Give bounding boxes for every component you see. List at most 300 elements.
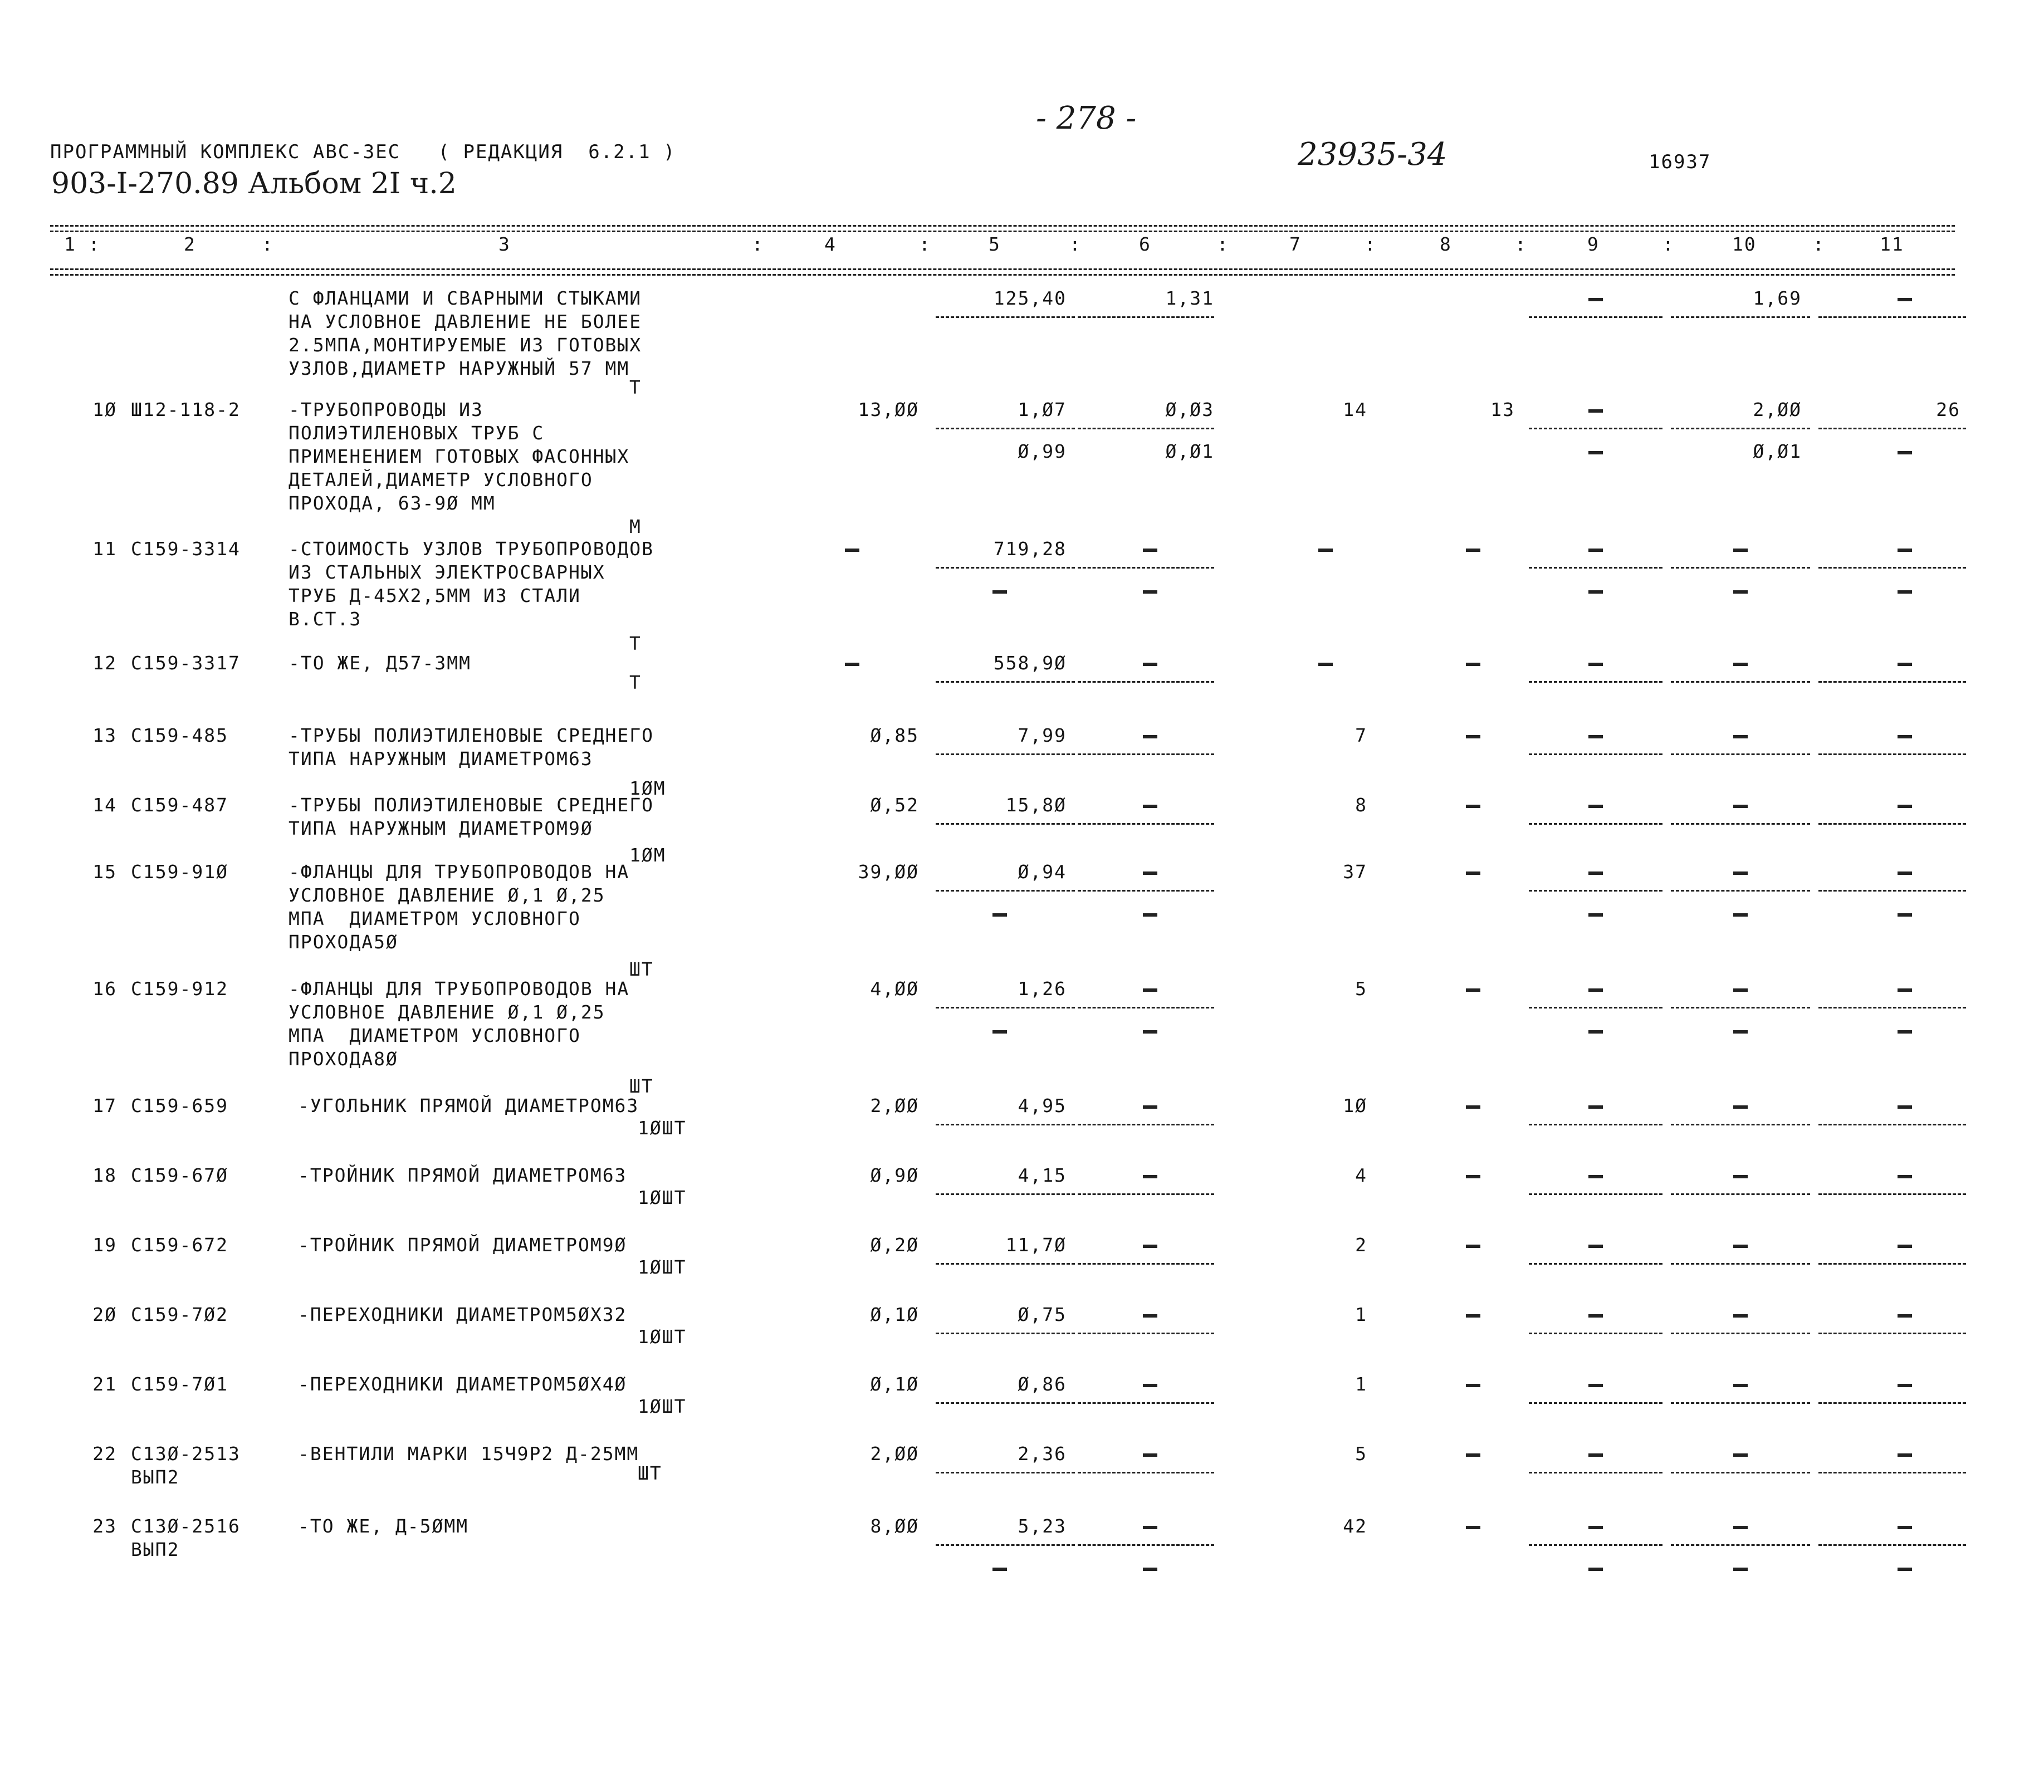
fraction-rule bbox=[1818, 316, 1966, 318]
row-number: 22 bbox=[92, 1443, 117, 1465]
cell-col5: Ø,86 bbox=[1018, 1373, 1067, 1395]
fraction-rule bbox=[1671, 428, 1810, 429]
cell-col11-dash bbox=[1898, 871, 1912, 875]
cell-col10-dash bbox=[1733, 1384, 1748, 1387]
fraction-rule bbox=[1078, 1007, 1214, 1008]
cell-col9-dash bbox=[1588, 1453, 1603, 1457]
fraction-rule bbox=[1818, 1193, 1966, 1195]
row-code: С159-912 bbox=[131, 978, 228, 1000]
row-unit: ШТ bbox=[629, 958, 654, 980]
row-unit: Т bbox=[629, 633, 642, 654]
cell-col11-dash bbox=[1898, 1526, 1912, 1529]
cell-col10: 2,ØØ bbox=[1753, 399, 1802, 420]
fraction-rule bbox=[1818, 890, 1966, 892]
cell-col8-dash bbox=[1466, 663, 1480, 666]
row-code: С13Ø-2516 ВЫП2 bbox=[131, 1515, 241, 1560]
fraction-rule bbox=[936, 890, 1075, 892]
cell-col10-lower: Ø,Ø1 bbox=[1753, 440, 1802, 462]
column-separator: : bbox=[1813, 233, 1825, 255]
row-code: С159-67Ø bbox=[131, 1164, 228, 1186]
row-number: 11 bbox=[92, 538, 117, 560]
fraction-rule bbox=[1671, 567, 1810, 569]
row-number: 17 bbox=[92, 1095, 117, 1117]
cell-col7: 42 bbox=[1343, 1515, 1367, 1537]
cell-col9-dash bbox=[1588, 1105, 1603, 1109]
cell-col11-dash bbox=[1898, 1245, 1912, 1248]
fraction-rule bbox=[1529, 823, 1662, 825]
fraction-rule bbox=[936, 316, 1075, 318]
fraction-rule bbox=[1671, 1193, 1810, 1195]
column-separator: : bbox=[262, 233, 274, 255]
cell-col5: 15,8Ø bbox=[1005, 794, 1067, 816]
cell-col7-dash bbox=[1318, 549, 1333, 552]
fraction-rule bbox=[936, 1124, 1075, 1125]
row-unit: ШТ bbox=[629, 1075, 654, 1097]
cell-col4: 2,ØØ bbox=[870, 1443, 919, 1465]
fraction-rule bbox=[1529, 1263, 1662, 1265]
row-description: -ВЕНТИЛИ МАРКИ 15Ч9Р2 Д-25ММ bbox=[298, 1443, 639, 1465]
row-code: С159-672 bbox=[131, 1234, 228, 1256]
column-separator: : bbox=[919, 233, 931, 255]
fraction-rule bbox=[1818, 567, 1966, 569]
column-header-7: 7 bbox=[1289, 233, 1302, 255]
cell-col10-dash bbox=[1733, 1175, 1748, 1178]
program-line: ПРОГРАММНЫЙ КОМПЛЕКС АВС-ЗЕС ( РЕДАКЦИЯ 6.2.1 ) bbox=[50, 141, 676, 163]
cell-col6-lower-dash bbox=[1143, 590, 1157, 594]
cell-col8-dash bbox=[1466, 1314, 1480, 1318]
fraction-rule bbox=[1818, 1124, 1966, 1125]
fraction-rule bbox=[936, 681, 1075, 683]
album-line: 903-I-270.89 Альбом 2I ч.2 bbox=[51, 167, 457, 200]
fraction-rule bbox=[1529, 753, 1662, 755]
cell-col8-dash bbox=[1466, 735, 1480, 738]
cell-col10-lower-dash bbox=[1733, 913, 1748, 917]
cell-col5: 7,99 bbox=[1018, 724, 1067, 746]
cell-col10-lower-dash bbox=[1733, 1030, 1748, 1034]
cell-col7: 1Ø bbox=[1343, 1095, 1367, 1117]
cell-col6-dash bbox=[1143, 549, 1157, 552]
cell-col4: Ø,2Ø bbox=[870, 1234, 919, 1256]
cell-col4: Ø,52 bbox=[870, 794, 919, 816]
fraction-rule bbox=[1671, 681, 1810, 683]
cell-col6-lower: Ø,Ø1 bbox=[1165, 440, 1214, 462]
cell-col4: 13,ØØ bbox=[858, 399, 919, 420]
fraction-rule bbox=[1529, 1124, 1662, 1125]
cell-col11-dash bbox=[1898, 298, 1912, 301]
row-code: С159-485 bbox=[131, 724, 228, 746]
row-description: С ФЛАНЦАМИ И СВАРНЫМИ СТЫКАМИ НА УСЛОВНОЕ ДАВЛЕНИЕ НЕ БОЛЕЕ 2.5МПА,МОНТИРУЕМЫЕ ИЗ ГОТОВЫХ УЗЛОВ,ДИАМЕТР НАРУЖНЫЙ 57 ММ bbox=[288, 287, 642, 379]
cell-col11-lower-dash bbox=[1898, 1030, 1912, 1034]
fraction-rule bbox=[1529, 428, 1662, 429]
row-description: -ТРОЙНИК ПРЯМОЙ ДИАМЕТРОМ63 bbox=[298, 1164, 627, 1186]
fraction-rule bbox=[1818, 823, 1966, 825]
row-number: 21 bbox=[92, 1373, 117, 1395]
cell-col9-lower-dash bbox=[1588, 451, 1603, 454]
cell-col9-dash bbox=[1588, 1526, 1603, 1529]
fraction-rule bbox=[1818, 1402, 1966, 1404]
cell-col9-dash bbox=[1588, 805, 1603, 808]
fraction-rule bbox=[1078, 1263, 1214, 1265]
cell-col9-dash bbox=[1588, 298, 1603, 301]
cell-col11-dash bbox=[1898, 549, 1912, 552]
cell-col6-lower-dash bbox=[1143, 1568, 1157, 1571]
page-number: - 278 - bbox=[1036, 100, 1137, 136]
cell-col6-lower-dash bbox=[1143, 913, 1157, 917]
cell-col6-dash bbox=[1143, 805, 1157, 808]
cell-col5-lower: Ø,99 bbox=[1018, 440, 1067, 462]
cell-col5-lower-dash bbox=[992, 590, 1007, 594]
cell-col6-dash bbox=[1143, 1453, 1157, 1457]
fraction-rule bbox=[936, 428, 1075, 429]
cell-col7: 4 bbox=[1355, 1164, 1367, 1186]
row-unit: М bbox=[629, 516, 642, 537]
row-unit: Т bbox=[629, 672, 642, 693]
column-header-8: 8 bbox=[1440, 233, 1452, 255]
row-code: С159-91Ø bbox=[131, 861, 228, 883]
fraction-rule bbox=[1078, 1333, 1214, 1334]
cell-col9-dash bbox=[1588, 1175, 1603, 1178]
cell-col4: 4,ØØ bbox=[870, 978, 919, 1000]
fraction-rule bbox=[1078, 428, 1214, 429]
cell-col10-dash bbox=[1733, 1105, 1748, 1109]
cell-col11-dash bbox=[1898, 663, 1912, 666]
row-code: С159-7Ø2 bbox=[131, 1304, 228, 1325]
row-unit: ШТ bbox=[638, 1462, 662, 1484]
cell-col9-dash bbox=[1588, 409, 1603, 413]
row-description: -ТРУБОПРОВОДЫ ИЗ ПОЛИЭТИЛЕНОВЫХ ТРУБ С ПРИМЕНЕНИЕМ ГОТОВЫХ ФАСОННЫХ ДЕТАЛЕЙ,ДИАМЕТР УСЛОВНОГО ПРОХОДА, 63-9Ø ММ bbox=[288, 399, 630, 514]
fraction-rule bbox=[1671, 1263, 1810, 1265]
fraction-rule bbox=[1078, 316, 1214, 318]
fraction-rule bbox=[1529, 1402, 1662, 1404]
fraction-rule bbox=[1818, 1544, 1966, 1546]
cell-col8-dash bbox=[1466, 1453, 1480, 1457]
header-rule-bottom bbox=[50, 268, 1955, 270]
cell-col6-lower-dash bbox=[1143, 1030, 1157, 1034]
row-description: -ТРОЙНИК ПРЯМОЙ ДИАМЕТРОМ9Ø bbox=[298, 1234, 627, 1256]
cell-col10-dash bbox=[1733, 1314, 1748, 1318]
column-header-9: 9 bbox=[1587, 233, 1600, 255]
cell-col8-dash bbox=[1466, 549, 1480, 552]
cell-col10-lower-dash bbox=[1733, 1568, 1748, 1571]
row-number: 15 bbox=[92, 861, 117, 883]
cell-col11-lower-dash bbox=[1898, 451, 1912, 454]
cell-col5-lower-dash bbox=[992, 913, 1007, 917]
cell-col8-dash bbox=[1466, 1105, 1480, 1109]
cell-col4: 8,ØØ bbox=[870, 1515, 919, 1537]
row-code: С159-659 bbox=[131, 1095, 228, 1117]
cell-col10-dash bbox=[1733, 1245, 1748, 1248]
row-unit: 1ØШТ bbox=[638, 1187, 687, 1208]
cell-col6-dash bbox=[1143, 988, 1157, 992]
fraction-rule bbox=[1529, 1544, 1662, 1546]
cell-col5: 4,95 bbox=[1018, 1095, 1067, 1117]
row-code: С159-487 bbox=[131, 794, 228, 816]
cell-col7: 5 bbox=[1355, 978, 1367, 1000]
cell-col10-dash bbox=[1733, 735, 1748, 738]
cell-col11-lower-dash bbox=[1898, 913, 1912, 917]
cell-col4: Ø,1Ø bbox=[870, 1304, 919, 1325]
fraction-rule bbox=[1078, 681, 1214, 683]
row-number: 19 bbox=[92, 1234, 117, 1256]
cell-col9-lower-dash bbox=[1588, 590, 1603, 594]
cell-col9-dash bbox=[1588, 1384, 1603, 1387]
header-rule-bottom-2 bbox=[50, 274, 1955, 276]
cell-col6-dash bbox=[1143, 1526, 1157, 1529]
cell-col7: 5 bbox=[1355, 1443, 1367, 1465]
fraction-rule bbox=[1671, 1544, 1810, 1546]
cell-col6-dash bbox=[1143, 735, 1157, 738]
cell-col4: 39,ØØ bbox=[858, 861, 919, 883]
cell-col9-dash bbox=[1588, 1245, 1603, 1248]
fraction-rule bbox=[1078, 1124, 1214, 1125]
fraction-rule bbox=[1671, 823, 1810, 825]
cell-col6-dash bbox=[1143, 1105, 1157, 1109]
fraction-rule bbox=[936, 753, 1075, 755]
column-header-3: 3 bbox=[498, 233, 511, 255]
row-unit: 1ØМ bbox=[629, 844, 666, 866]
column-header-10: 10 bbox=[1732, 233, 1757, 255]
fraction-rule bbox=[1078, 1472, 1214, 1473]
column-header-5: 5 bbox=[989, 233, 1001, 255]
fraction-rule bbox=[1529, 890, 1662, 892]
cell-col9-lower-dash bbox=[1588, 1030, 1603, 1034]
cell-col7: 37 bbox=[1343, 861, 1367, 883]
column-header-6: 6 bbox=[1139, 233, 1151, 255]
fraction-rule bbox=[936, 1193, 1075, 1195]
fraction-rule bbox=[1671, 1124, 1810, 1125]
cell-col8-dash bbox=[1466, 1384, 1480, 1387]
column-separator: : bbox=[1217, 233, 1229, 255]
cell-col11-dash bbox=[1898, 1105, 1912, 1109]
fraction-rule bbox=[1529, 1472, 1662, 1473]
fraction-rule bbox=[1671, 1007, 1810, 1008]
fraction-rule bbox=[1818, 753, 1966, 755]
cell-col7: 8 bbox=[1355, 794, 1367, 816]
cell-col4: Ø,1Ø bbox=[870, 1373, 919, 1395]
column-separator: : bbox=[752, 233, 764, 255]
column-separator: : bbox=[1365, 233, 1377, 255]
cell-col10-dash bbox=[1733, 1453, 1748, 1457]
fraction-rule bbox=[1078, 1544, 1214, 1546]
cell-col10: 1,69 bbox=[1753, 287, 1802, 309]
cell-col8-dash bbox=[1466, 871, 1480, 875]
fraction-rule bbox=[936, 1263, 1075, 1265]
cell-col9-dash bbox=[1588, 549, 1603, 552]
fraction-rule bbox=[1529, 1193, 1662, 1195]
row-number: 2Ø bbox=[92, 1304, 117, 1325]
cell-col8-dash bbox=[1466, 1175, 1480, 1178]
cell-col5: 1,26 bbox=[1018, 978, 1067, 1000]
cell-col4-dash bbox=[845, 663, 859, 666]
cell-col5: 5,23 bbox=[1018, 1515, 1067, 1537]
cell-col10-dash bbox=[1733, 549, 1748, 552]
row-description: -ПЕРЕХОДНИКИ ДИАМЕТРОМ5ØХ32 bbox=[298, 1304, 627, 1325]
document-number: 23935-34 bbox=[1298, 136, 1448, 173]
cell-col9-dash bbox=[1588, 871, 1603, 875]
row-unit: 1ØШТ bbox=[638, 1326, 687, 1348]
cell-col7: 1 bbox=[1355, 1304, 1367, 1325]
cell-col10-dash bbox=[1733, 871, 1748, 875]
fraction-rule bbox=[1671, 1333, 1810, 1334]
fraction-rule bbox=[936, 1333, 1075, 1334]
fraction-rule bbox=[1818, 1472, 1966, 1473]
cell-col8-dash bbox=[1466, 988, 1480, 992]
fraction-rule bbox=[1529, 567, 1662, 569]
fraction-rule bbox=[1671, 1402, 1810, 1404]
fraction-rule bbox=[1671, 890, 1810, 892]
cell-col11-lower-dash bbox=[1898, 590, 1912, 594]
cell-col6-dash bbox=[1143, 1384, 1157, 1387]
fraction-rule bbox=[1818, 1263, 1966, 1265]
row-unit: 1ØШТ bbox=[638, 1396, 687, 1417]
cell-col7: 2 bbox=[1355, 1234, 1367, 1256]
fraction-rule bbox=[1078, 823, 1214, 825]
row-description: -ТО ЖЕ, Д57-3ММ bbox=[288, 652, 472, 674]
column-header-2: 2 bbox=[184, 233, 196, 255]
column-header-11: 11 bbox=[1880, 233, 1904, 255]
cell-col9-lower-dash bbox=[1588, 913, 1603, 917]
cell-col11-dash bbox=[1898, 1175, 1912, 1178]
document-code: 16937 bbox=[1649, 151, 1712, 173]
cell-col10-lower-dash bbox=[1733, 590, 1748, 594]
row-number: 1Ø bbox=[92, 399, 117, 420]
cell-col8-dash bbox=[1466, 1245, 1480, 1248]
cell-col5: 558,9Ø bbox=[993, 652, 1067, 674]
cell-col11-dash bbox=[1898, 1384, 1912, 1387]
cell-col11-dash bbox=[1898, 1453, 1912, 1457]
fraction-rule bbox=[1078, 890, 1214, 892]
cell-col5: 4,15 bbox=[1018, 1164, 1067, 1186]
cell-col9-dash bbox=[1588, 988, 1603, 992]
cell-col11-dash bbox=[1898, 735, 1912, 738]
cell-col5-lower-dash bbox=[992, 1030, 1007, 1034]
fraction-rule bbox=[1818, 1333, 1966, 1334]
cell-col5: 125,40 bbox=[993, 287, 1067, 309]
fraction-rule bbox=[936, 1007, 1075, 1008]
cell-col9-dash bbox=[1588, 663, 1603, 666]
cell-col8-dash bbox=[1466, 805, 1480, 808]
cell-col7: 14 bbox=[1343, 399, 1367, 420]
cell-col5: 2,36 bbox=[1018, 1443, 1067, 1465]
fraction-rule bbox=[1529, 1333, 1662, 1334]
cell-col6-dash bbox=[1143, 1175, 1157, 1178]
fraction-rule bbox=[1078, 753, 1214, 755]
cell-col6-dash bbox=[1143, 1245, 1157, 1248]
cell-col9-dash bbox=[1588, 735, 1603, 738]
cell-col7-dash bbox=[1318, 663, 1333, 666]
row-number: 12 bbox=[92, 652, 117, 674]
cell-col4: 2,ØØ bbox=[870, 1095, 919, 1117]
row-description: -УГОЛЬНИК ПРЯМОЙ ДИАМЕТРОМ63 bbox=[298, 1095, 639, 1117]
cell-col5: Ø,75 bbox=[1018, 1304, 1067, 1325]
fraction-rule bbox=[1671, 1472, 1810, 1473]
row-code: С159-7Ø1 bbox=[131, 1373, 228, 1395]
cell-col9-dash bbox=[1588, 1314, 1603, 1318]
cell-col8: 13 bbox=[1490, 399, 1515, 420]
cell-col11-dash bbox=[1898, 988, 1912, 992]
fraction-rule bbox=[936, 823, 1075, 825]
row-number: 14 bbox=[92, 794, 117, 816]
row-description: -ТРУБЫ ПОЛИЭТИЛЕНОВЫЕ СРЕДНЕГО ТИПА НАРУЖНЫМ ДИАМЕТРОМ9Ø bbox=[288, 794, 654, 839]
fraction-rule bbox=[1529, 316, 1662, 318]
cell-col5: 1,Ø7 bbox=[1018, 399, 1067, 420]
fraction-rule bbox=[1671, 316, 1810, 318]
cell-col4: Ø,9Ø bbox=[870, 1164, 919, 1186]
cell-col6: 1,31 bbox=[1165, 287, 1214, 309]
cell-col4-dash bbox=[845, 549, 859, 552]
cell-col5: 11,7Ø bbox=[1005, 1234, 1067, 1256]
cell-col11: 26 bbox=[1936, 399, 1960, 420]
row-description: -ФЛАНЦЫ ДЛЯ ТРУБОПРОВОДОВ НА УСЛОВНОЕ ДАВЛЕНИЕ Ø,1 Ø,25 МПА ДИАМЕТРОМ УСЛОВНОГО ПРОХОДА5Ø bbox=[288, 861, 630, 953]
row-number: 23 bbox=[92, 1515, 117, 1537]
row-description: -ФЛАНЦЫ ДЛЯ ТРУБОПРОВОДОВ НА УСЛОВНОЕ ДАВЛЕНИЕ Ø,1 Ø,25 МПА ДИАМЕТРОМ УСЛОВНОГО ПРОХОДА8Ø bbox=[288, 978, 630, 1070]
cell-col10-dash bbox=[1733, 663, 1748, 666]
column-separator: : bbox=[1662, 233, 1675, 255]
column-separator: : bbox=[1069, 233, 1082, 255]
cell-col7: 7 bbox=[1355, 724, 1367, 746]
row-number: 16 bbox=[92, 978, 117, 1000]
cell-col11-lower-dash bbox=[1898, 1568, 1912, 1571]
cell-col6-dash bbox=[1143, 1314, 1157, 1318]
row-description: -ПЕРЕХОДНИКИ ДИАМЕТРОМ5ØХ4Ø bbox=[298, 1373, 627, 1395]
cell-col6-dash bbox=[1143, 871, 1157, 875]
fraction-rule bbox=[936, 1472, 1075, 1473]
row-unit: 1ØМ bbox=[629, 777, 666, 799]
fraction-rule bbox=[1818, 428, 1966, 429]
fraction-rule bbox=[1529, 1007, 1662, 1008]
row-number: 18 bbox=[92, 1164, 117, 1186]
cell-col10-dash bbox=[1733, 805, 1748, 808]
cell-col7: 1 bbox=[1355, 1373, 1367, 1395]
header-rule-top bbox=[50, 225, 1955, 227]
fraction-rule bbox=[1529, 681, 1662, 683]
cell-col5-lower-dash bbox=[992, 1568, 1007, 1571]
fraction-rule bbox=[936, 1544, 1075, 1546]
fraction-rule bbox=[936, 567, 1075, 569]
row-code: Ш12-118-2 bbox=[131, 399, 241, 420]
column-separator: : bbox=[1515, 233, 1527, 255]
row-number: 13 bbox=[92, 724, 117, 746]
cell-col5: 719,28 bbox=[993, 538, 1067, 560]
fraction-rule bbox=[1078, 1402, 1214, 1404]
cell-col9-lower-dash bbox=[1588, 1568, 1603, 1571]
cell-col6-dash bbox=[1143, 663, 1157, 666]
fraction-rule bbox=[1671, 753, 1810, 755]
row-unit: Т bbox=[629, 376, 642, 398]
row-description: -СТОИМОСТЬ УЗЛОВ ТРУБОПРОВОДОВ ИЗ СТАЛЬНЫХ ЭЛЕКТРОСВАРНЫХ ТРУБ Д-45Х2,5ММ ИЗ СТАЛИ В.СТ.3 bbox=[288, 538, 654, 630]
fraction-rule bbox=[1078, 1193, 1214, 1195]
fraction-rule bbox=[936, 1402, 1075, 1404]
fraction-rule bbox=[1818, 681, 1966, 683]
row-description: -ТО ЖЕ, Д-5ØММ bbox=[298, 1515, 469, 1537]
cell-col11-dash bbox=[1898, 1314, 1912, 1318]
cell-col6: Ø,Ø3 bbox=[1165, 399, 1214, 420]
row-code: С13Ø-2513 ВЫП2 bbox=[131, 1443, 241, 1488]
cell-col10-dash bbox=[1733, 1526, 1748, 1529]
row-unit: 1ØШТ bbox=[638, 1117, 687, 1139]
cell-col8-dash bbox=[1466, 1526, 1480, 1529]
fraction-rule bbox=[1818, 1007, 1966, 1008]
column-header-1: 1 : bbox=[64, 233, 101, 255]
column-header-4: 4 bbox=[824, 233, 837, 255]
fraction-rule bbox=[1078, 567, 1214, 569]
row-code: С159-3317 bbox=[131, 652, 241, 674]
cell-col10-dash bbox=[1733, 988, 1748, 992]
cell-col5: Ø,94 bbox=[1018, 861, 1067, 883]
row-unit: 1ØШТ bbox=[638, 1256, 687, 1278]
row-code: С159-3314 bbox=[131, 538, 241, 560]
cell-col11-dash bbox=[1898, 805, 1912, 808]
